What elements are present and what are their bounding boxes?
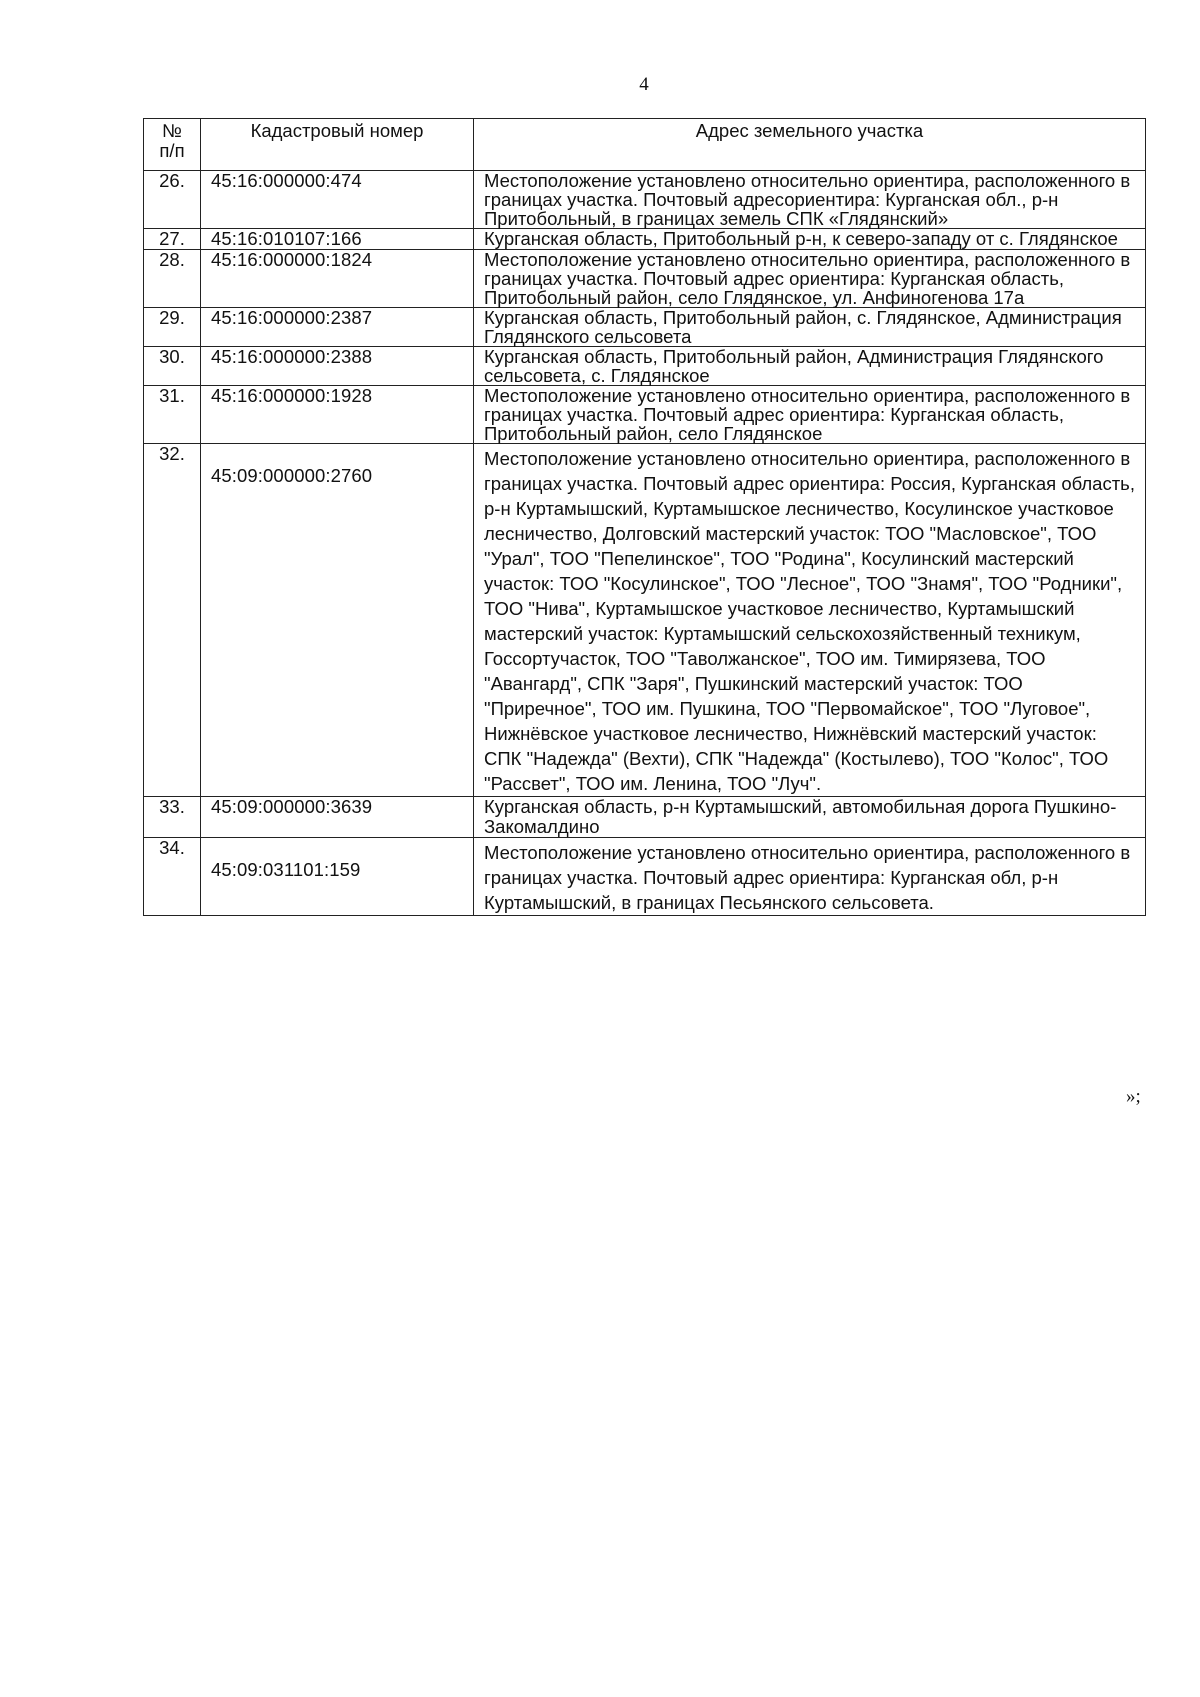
row-number: 26. (144, 171, 201, 229)
table-body (144, 171, 1146, 916)
page-number: 4 (639, 74, 649, 95)
plot-address: Местоположение установлено относительно ориентира, расположенного в границах участка. Почтовый адрес ориентира: Курганская область, Притобольный район, село Глядянское, ул. Анфиногенова 17а (474, 250, 1146, 308)
plot-address: Курганская область, Притобольный район, Администрация Глядянского сельсовета, с. Глядянское (474, 347, 1146, 386)
row-number: 27. (144, 229, 201, 250)
header-row (144, 119, 1146, 171)
cadastral-number: 45:16:000000:474 (201, 171, 474, 229)
cadastral-number: 45:16:000000:2387 (201, 308, 474, 347)
table-row (144, 250, 1146, 308)
row-number: 32. (144, 444, 201, 797)
cadastral-number: 45:16:000000:1928 (201, 386, 474, 444)
row-number: 30. (144, 347, 201, 386)
row-number: 28. (144, 250, 201, 308)
cadastral-number: 45:16:000000:2388 (201, 347, 474, 386)
closing-quote-mark: »; (1126, 1086, 1141, 1107)
cadastral-number: 45:09:000000:2760 (201, 444, 474, 797)
plot-address: Местоположение установлено относительно ориентира, расположенного в границах участка. Почтовый адрес ориентира: Курганская обл, р-н Куртамышский, в границах Песьянского сельсовета. (474, 838, 1146, 916)
table-row (144, 229, 1146, 250)
plot-address: Курганская область, Притобольный район, с. Глядянское, Администрация Глядянского сельсовета (474, 308, 1146, 347)
cadastral-number: 45:16:000000:1824 (201, 250, 474, 308)
row-number: 31. (144, 386, 201, 444)
row-number: 33. (144, 797, 201, 838)
table-row (144, 386, 1146, 444)
table-row (144, 308, 1146, 347)
table-row (144, 444, 1146, 797)
table-row (144, 838, 1146, 916)
table-header (144, 119, 1146, 171)
header-number: № п/п (144, 119, 201, 171)
header-address: Адрес земельного участка (474, 119, 1146, 171)
table-row (144, 797, 1146, 838)
plot-address: Курганская область, р-н Куртамышский, автомобильная дорога Пушкино-Закомалдино (474, 797, 1146, 838)
cadastral-number: 45:09:000000:3639 (201, 797, 474, 838)
plot-address: Местоположение установлено относительно ориентира, расположенного в границах участка. Почтовый адрес ориентира: Курганская область, Притобольный район, село Глядянское (474, 386, 1146, 444)
table-row (144, 347, 1146, 386)
table-row (144, 171, 1146, 229)
plot-address: Местоположение установлено относительно ориентира, расположенного в границах участка. Почтовый адресориентира: Курганская обл., р-н Притобольный, в границах земель СПК «Глядянский» (474, 171, 1146, 229)
cadastral-number: 45:09:031101:159 (201, 838, 474, 916)
row-number: 29. (144, 308, 201, 347)
plot-address: Курганская область, Притобольный р-н, к северо-западу от с. Глядянское (474, 229, 1146, 250)
header-cadastral-number: Кадастровый номер (201, 119, 474, 171)
cadastral-number: 45:16:010107:166 (201, 229, 474, 250)
plot-address: Местоположение установлено относительно ориентира, расположенного в границах участка. Почтовый адрес ориентира: Россия, Курганская область, р-н Куртамышский, Куртамышское лесничество, Косулинское участковое лесничество, Долговский мастерский участок: ТОО "Масловское", ТОО "Урал", ТОО "Пепелинское", ТОО "Родина", Косулинский мастерский участок: ТОО "Косулинское", ТОО "Лесное", ТОО "Знамя", ТОО "Родники", ТОО "Нива", Куртамышское участковое лесничество, Куртамышский мастерский участок: Куртамышский сельскохозяйственный техникум, Госсортучасток, ТОО "Таволжанское", ТОО им. Тимирязева, ТОО "Авангард", СПК "Заря", Пушкинский мастерский участок: ТОО "Приречное", ТОО им. Пушкина, ТОО "Первомайское", ТОО "Луговое", Нижнёвское участковое лесничество, Нижнёвский мастерский участок: СПК "Надежда" (Вехти), СПК "Надежда" (Костылево), ТОО "Колос", ТОО "Рассвет", ТОО им. Ленина, ТОО "Луч". (474, 444, 1146, 797)
land-plots-table (143, 118, 1146, 916)
row-number: 34. (144, 838, 201, 916)
